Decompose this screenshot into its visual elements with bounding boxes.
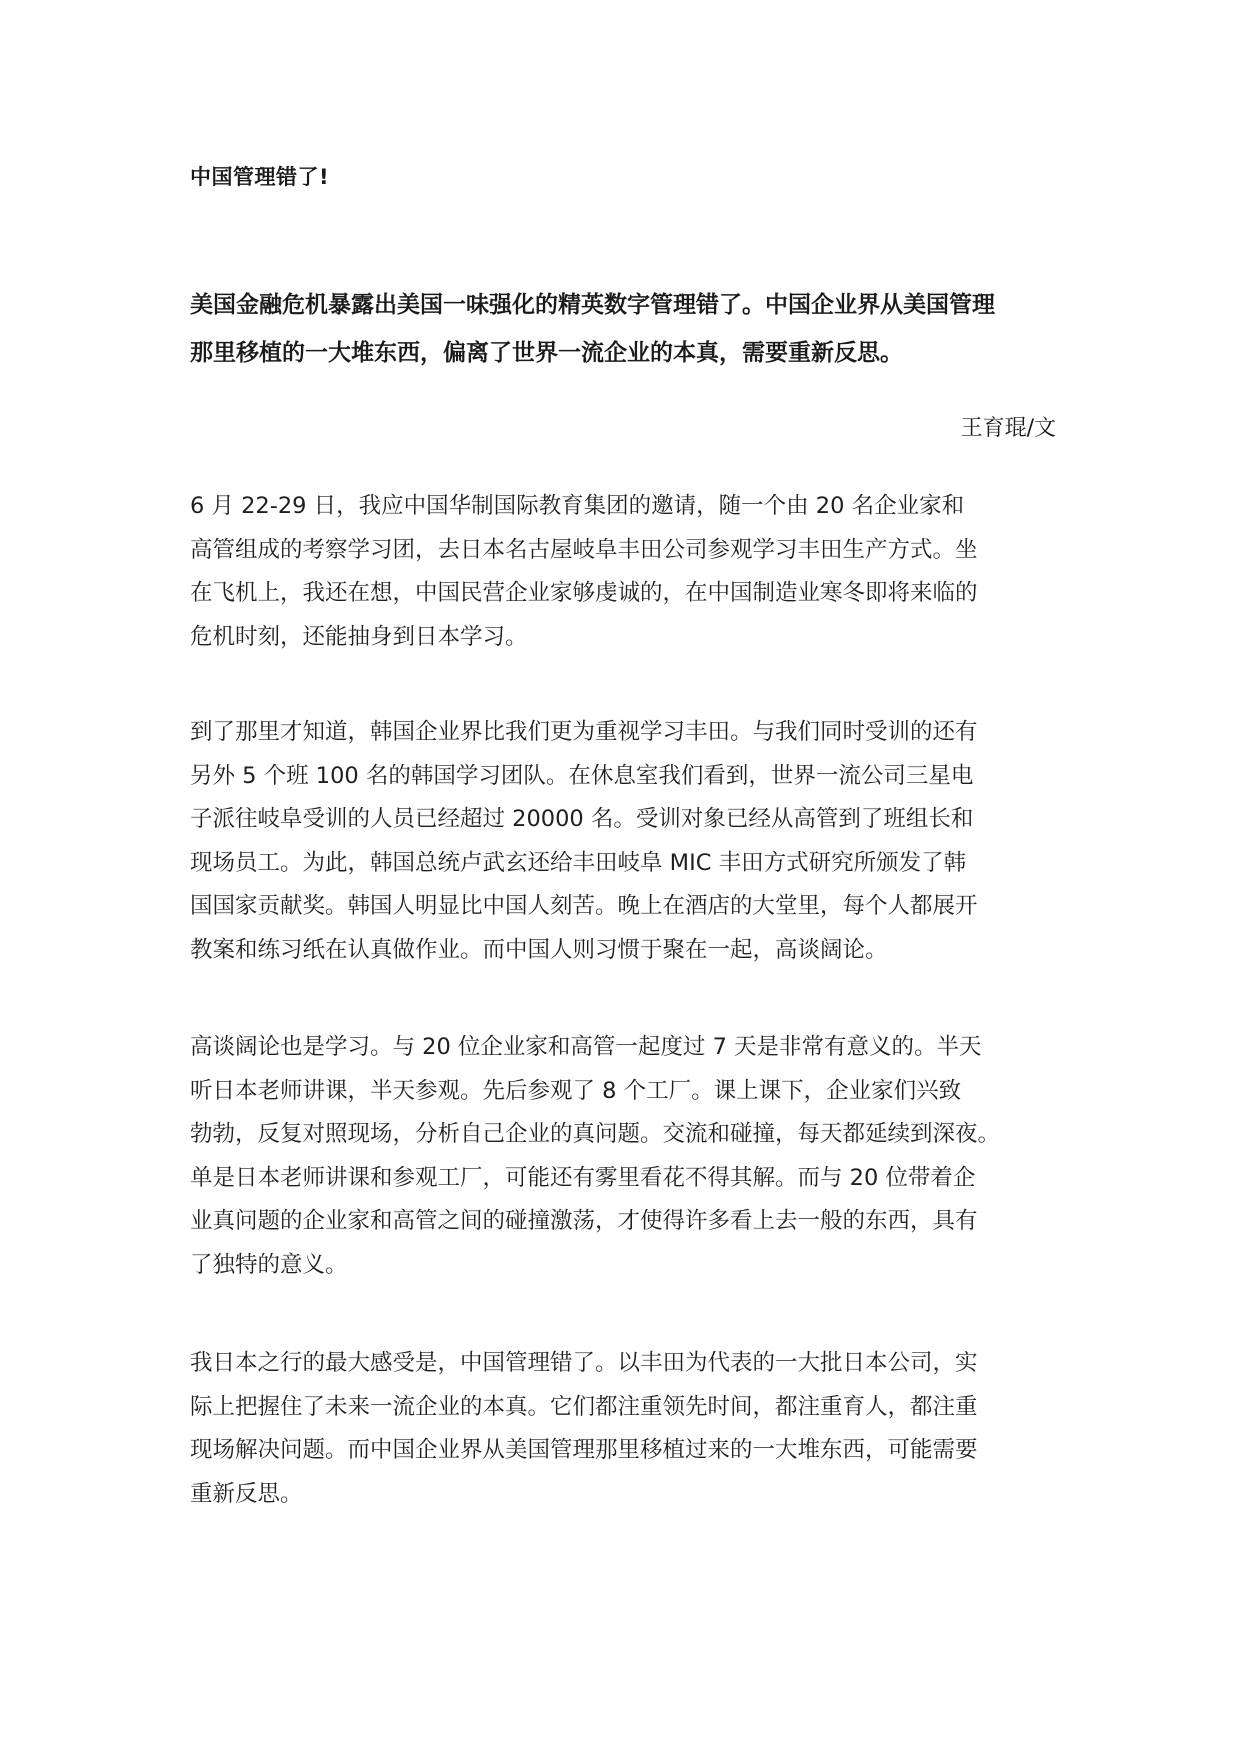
- text-line: 危机时刻，还能抽身到日本学习。: [190, 623, 528, 650]
- text-line: 高管组成的考察学习团，去日本名古屋岐阜丰田公司参观学习丰田生产方式。坐: [190, 536, 978, 563]
- text-line: 际上把握住了未来一流企业的本真。它们都注重领先时间，都注重育人，都注重: [190, 1393, 978, 1420]
- text-line: 重新反思。: [190, 1480, 303, 1507]
- text-line: 子派往岐阜受训的人员已经超过 20000 名。受训对象已经从高管到了班组长和: [190, 806, 974, 832]
- text-line: 现场解决问题。而中国企业界从美国管理那里移植过来的一大堆东西，可能需要: [190, 1437, 978, 1463]
- text-line: 国国家贡献奖。韩国人明显比中国人刻苦。晚上在酒店的大堂里，每个人都展开: [190, 893, 978, 919]
- article-title: 中国管理错了!: [190, 165, 330, 189]
- text-line: 到了那里才知道，韩国企业界比我们更为重视学习丰田。与我们同时受训的还有: [190, 719, 978, 745]
- text-line: 了独特的意义。: [190, 1251, 348, 1278]
- text-line: 勃勃，反复对照现场，分析自己企业的真问题。交流和碰撞，每天都延续到深夜。: [190, 1121, 1001, 1147]
- text-line: 另外 5 个班 100 名的韩国学习团队。在休息室我们看到，世界一流公司三星电: [190, 762, 974, 789]
- paragraph-1: [190, 485, 1056, 659]
- text-line: 高谈阔论也是学习。与 20 位企业家和高管一起度过 7 天是非常有意义的。半天: [190, 1034, 982, 1060]
- text-line: 业真问题的企业家和高管之间的碰撞激荡，才使得许多看上去一般的东西，具有: [190, 1208, 978, 1234]
- article-byline: 王育琨/文: [960, 416, 1056, 441]
- text-line: 6 月 22-29 日，我应中国华制国际教育集团的邀请，随一个由 20 名企业家和: [190, 493, 965, 519]
- text-line: 我日本之行的最大感受是，中国管理错了。以丰田为代表的一大批日本公司，实: [190, 1350, 978, 1376]
- paragraph-4: [190, 1342, 1056, 1516]
- text-line: 听日本老师讲课，半天参观。先后参观了 8 个工厂。课上课下，企业家们兴致: [190, 1077, 962, 1104]
- article-lead: [190, 281, 1056, 377]
- paragraph-2: [190, 711, 1056, 972]
- paragraph-3: [190, 1026, 1056, 1287]
- text-line: 教案和练习纸在认真做作业。而中国人则习惯于聚在一起，高谈阔论。: [190, 936, 888, 963]
- lead-line: 美国金融危机暴露出美国一味强化的精英数字管理错了。中国企业界从美国管理: [190, 291, 995, 318]
- text-line: 在飞机上，我还在想，中国民营企业家够虔诚的，在中国制造业寒冬即将来临的: [190, 580, 978, 606]
- text-line: 现场员工。为此，韩国总统卢武玄还给丰田岐阜 MIC 丰田方式研究所颁发了韩: [190, 849, 967, 876]
- lead-line: 那里移植的一大堆东西，偏离了世界一流企业的本真，需要重新反思。: [190, 339, 903, 366]
- text-line: 单是日本老师讲课和参观工厂，可能还有雾里看花不得其解。而与 20 位带着企: [190, 1164, 976, 1191]
